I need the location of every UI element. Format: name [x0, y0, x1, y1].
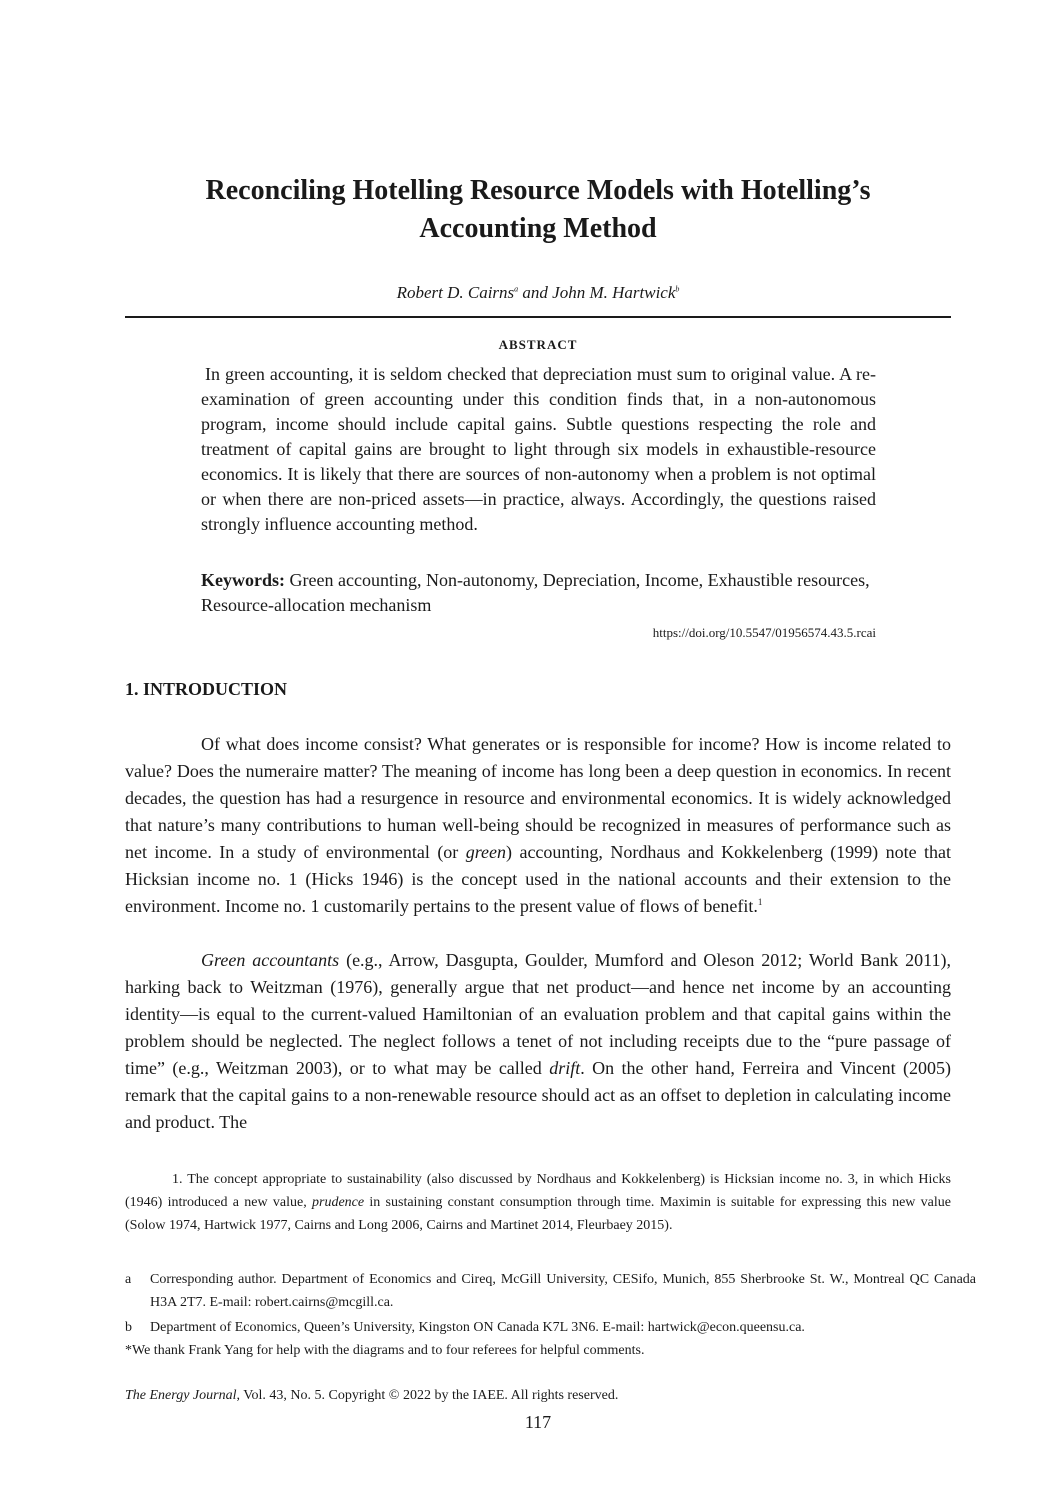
para1-text-2: ) accounting, Nordhaus and Kokkelenberg (1999) note that Hicksian income no. 1 (Hicks 1946) is the concept used in the national accounts and their extension to the environment. Income no. 1 customarily pertains to the present value of flows of benefit.: [125, 842, 951, 916]
footnote-ref-1[interactable]: 1: [757, 897, 763, 907]
para2-text-2: . On the other hand, Ferreira and Vincent (2005) remark that the capital gains to a non-renewable resource should act as an offset to depletion in calculating income and product. The: [125, 1058, 951, 1132]
section-heading: 1. INTRODUCTION: [125, 679, 288, 699]
affiliation-a-mark: a: [125, 1272, 132, 1287]
header-rule: [125, 316, 951, 318]
affiliation-a-text: Corresponding author. Department of Economics and Cireq, McGill University, CESifo, Munich, 855 Sherbrooke St. W., Montreal QC Canada H3A 2T7. E-mail: robert.cairns@mcgill.ca.: [150, 1272, 976, 1310]
journal-citation: [125, 1386, 618, 1406]
journal-name: The Energy Journal: [125, 1388, 237, 1403]
title-line-1: Reconciling Hotelling Resource Models with Hotelling’s: [205, 175, 871, 206]
abstract-heading: ABSTRACT: [498, 337, 578, 352]
footnote-1-text-2: in sustaining constant consumption through time. Maximin is suitable for expressing this new value (Solow 1974, Hartwick 1977, Cairns and Long 2006, Cairns and Martinet 2014, Fleurbaey 2015).: [125, 1195, 951, 1233]
title-line-2: Accounting Method: [419, 213, 657, 244]
para1-text: Of what does income consist? What generates or is responsible for income? How is income related to value? Does the numeraire matter? The meaning of income has long been a deep question in economics. In recent decades, the question has had a resurgence in resource and environmental economics. It is widely acknowledged that nature’s many contributions to human well-being should be recognized in measures of performance such as net income. In a study of environmental (or: [125, 734, 951, 862]
body-paragraph-2: [125, 947, 951, 1136]
author-1-mark: a: [514, 284, 519, 294]
author-line: [125, 282, 951, 304]
author-1: Robert D. Cairns: [396, 283, 515, 302]
body-paragraph-1: [125, 731, 951, 920]
author-2: John M. Hartwick: [552, 283, 676, 302]
para2-emphasis-2: drift: [549, 1058, 581, 1078]
author-connector: and: [518, 283, 553, 302]
affiliation-b-text: Department of Economics, Queen’s University, Kingston ON Canada K7L 3N6. E-mail: hartwick@econ.queensu.ca.: [150, 1320, 805, 1335]
para1-emphasis: green: [465, 842, 507, 862]
footnote-1: [125, 1168, 951, 1237]
keywords: [201, 568, 876, 618]
acknowledgement: *We thank Frank Yang for help with the diagrams and to four referees for helpful comments.: [125, 1343, 645, 1358]
paper-title: [125, 172, 951, 248]
footnote-1-emphasis: prudence: [312, 1195, 365, 1210]
affiliation-b-mark: b: [125, 1320, 132, 1335]
affiliation-a: [125, 1268, 976, 1314]
affiliation-b: [125, 1316, 976, 1339]
journal-details: , Vol. 43, No. 5. Copyright © 2022 by the IAEE. All rights reserved.: [236, 1388, 619, 1403]
footnote-1-text: 1. The concept appropriate to sustainability (also discussed by Nordhaus and Kokkelenberg) is Hicksian income no. 3, in which Hicks (1946) introduced a new value,: [125, 1172, 951, 1210]
keywords-list: Green accounting, Non-autonomy, Depreciation, Income, Exhaustible resources, Resource-allocation mechanism: [201, 570, 870, 615]
para2-emphasis-1: Green accountants: [201, 950, 340, 970]
keywords-label: Keywords:: [201, 570, 285, 590]
page-number: 117: [524, 1412, 552, 1432]
para2-text-1: (e.g., Arrow, Dasgupta, Goulder, Mumford and Oleson 2012; World Bank 2011), harking back to Weitzman (1976), generally argue that net product—and hence net income by an accounting identity—is equal to the current-valued Hamiltonian of an evaluation problem and that capital gains within the problem should be neglected. The neglect follows a tenet of not including receipts due to the “pure passage of time” (e.g., Weitzman 2003), or to what may be called: [125, 950, 951, 1078]
author-2-mark: b: [675, 284, 680, 294]
abstract-text: In green accounting, it is seldom checked that depreciation must sum to original value. A re-examination of green accounting under this condition finds that, in a non-autonomous program, income should include capital gains. Subtle questions respecting the role and treatment of capital gains are brought to light through six models in exhaustible-resource economics. It is likely that there are sources of non-autonomy when a problem is not optimal or when there are non-priced assets—in practice, always. Accordingly, the questions raised strongly influence accounting method.: [201, 364, 876, 534]
doi-link[interactable]: https://doi.org/10.5547/01956574.43.5.rcai: [652, 625, 876, 640]
